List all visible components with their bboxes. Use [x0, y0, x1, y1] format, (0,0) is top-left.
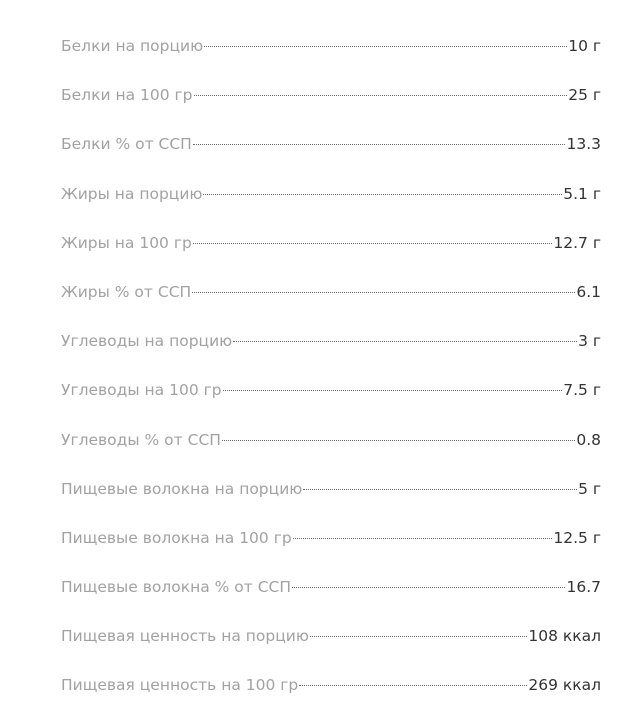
dotted-leader	[310, 636, 527, 637]
nutrition-row-carbs-per-100g	[61, 366, 601, 415]
dotted-leader	[193, 144, 566, 145]
row-label: Пищевые волокна % от ССП	[61, 578, 292, 597]
nutrition-row-energy-per-serving	[61, 612, 601, 661]
row-label: Углеводы % от ССП	[61, 430, 221, 449]
row-value: 108 ккал	[528, 627, 601, 646]
row-label: Жиры % от ССП	[61, 282, 192, 301]
dotted-leader	[192, 292, 575, 293]
nutrition-row-fiber-per-100g	[61, 514, 601, 563]
dotted-leader	[204, 46, 567, 47]
row-label: Пищевая ценность на порцию	[61, 627, 309, 646]
row-value: 13.3	[566, 135, 601, 154]
row-label: Белки % от ССП	[61, 135, 192, 154]
nutrition-row-fiber-per-serving	[61, 465, 601, 514]
nutrition-row-fat-per-serving	[61, 170, 601, 219]
nutrition-row-fat-per-100g	[61, 219, 601, 268]
row-label: Пищевые волокна на 100 гр	[61, 528, 292, 547]
nutrition-row-protein-percent	[61, 120, 601, 169]
row-label: Пищевая ценность на 100 гр	[61, 676, 299, 695]
row-value: 269 ккал	[528, 676, 601, 695]
row-label: Белки на порцию	[61, 37, 204, 55]
nutrition-row-protein-per-serving	[61, 22, 601, 71]
dotted-leader	[193, 243, 553, 244]
dotted-leader	[292, 587, 565, 588]
dotted-leader	[223, 390, 563, 391]
row-value: 25 г	[568, 86, 601, 105]
row-label: Белки на 100 гр	[61, 86, 193, 105]
dotted-leader	[194, 95, 568, 96]
row-label: Жиры на порцию	[61, 184, 203, 203]
row-value: 12.5 г	[553, 528, 601, 547]
row-label: Пищевые волокна на порцию	[61, 479, 303, 498]
nutrition-row-energy-per-100g	[61, 661, 601, 710]
dotted-leader	[233, 341, 577, 342]
nutrition-row-carbs-percent	[61, 416, 601, 465]
dotted-leader	[222, 440, 575, 441]
dotted-leader	[293, 538, 553, 539]
dotted-leader	[203, 194, 562, 195]
row-value: 10 г	[568, 37, 601, 55]
row-label: Жиры на 100 гр	[61, 233, 192, 252]
nutrition-row-protein-per-100g	[61, 71, 601, 120]
row-value: 12.7 г	[553, 233, 601, 252]
row-value: 16.7	[566, 578, 601, 597]
nutrition-row-fiber-percent	[61, 563, 601, 612]
row-value: 7.5 г	[563, 381, 601, 400]
row-label: Углеводы на порцию	[61, 332, 233, 351]
dotted-leader	[303, 489, 577, 490]
row-label: Углеводы на 100 гр	[61, 381, 222, 400]
row-value: 5 г	[578, 479, 601, 498]
dotted-leader	[299, 685, 527, 686]
nutrition-row-fat-percent	[61, 268, 601, 317]
nutrition-facts-list	[61, 22, 601, 711]
nutrition-row-carbs-per-serving	[61, 317, 601, 366]
row-value: 6.1	[576, 282, 601, 301]
row-value: 3 г	[578, 332, 601, 351]
row-value: 5.1 г	[563, 184, 601, 203]
row-value: 0.8	[576, 430, 601, 449]
